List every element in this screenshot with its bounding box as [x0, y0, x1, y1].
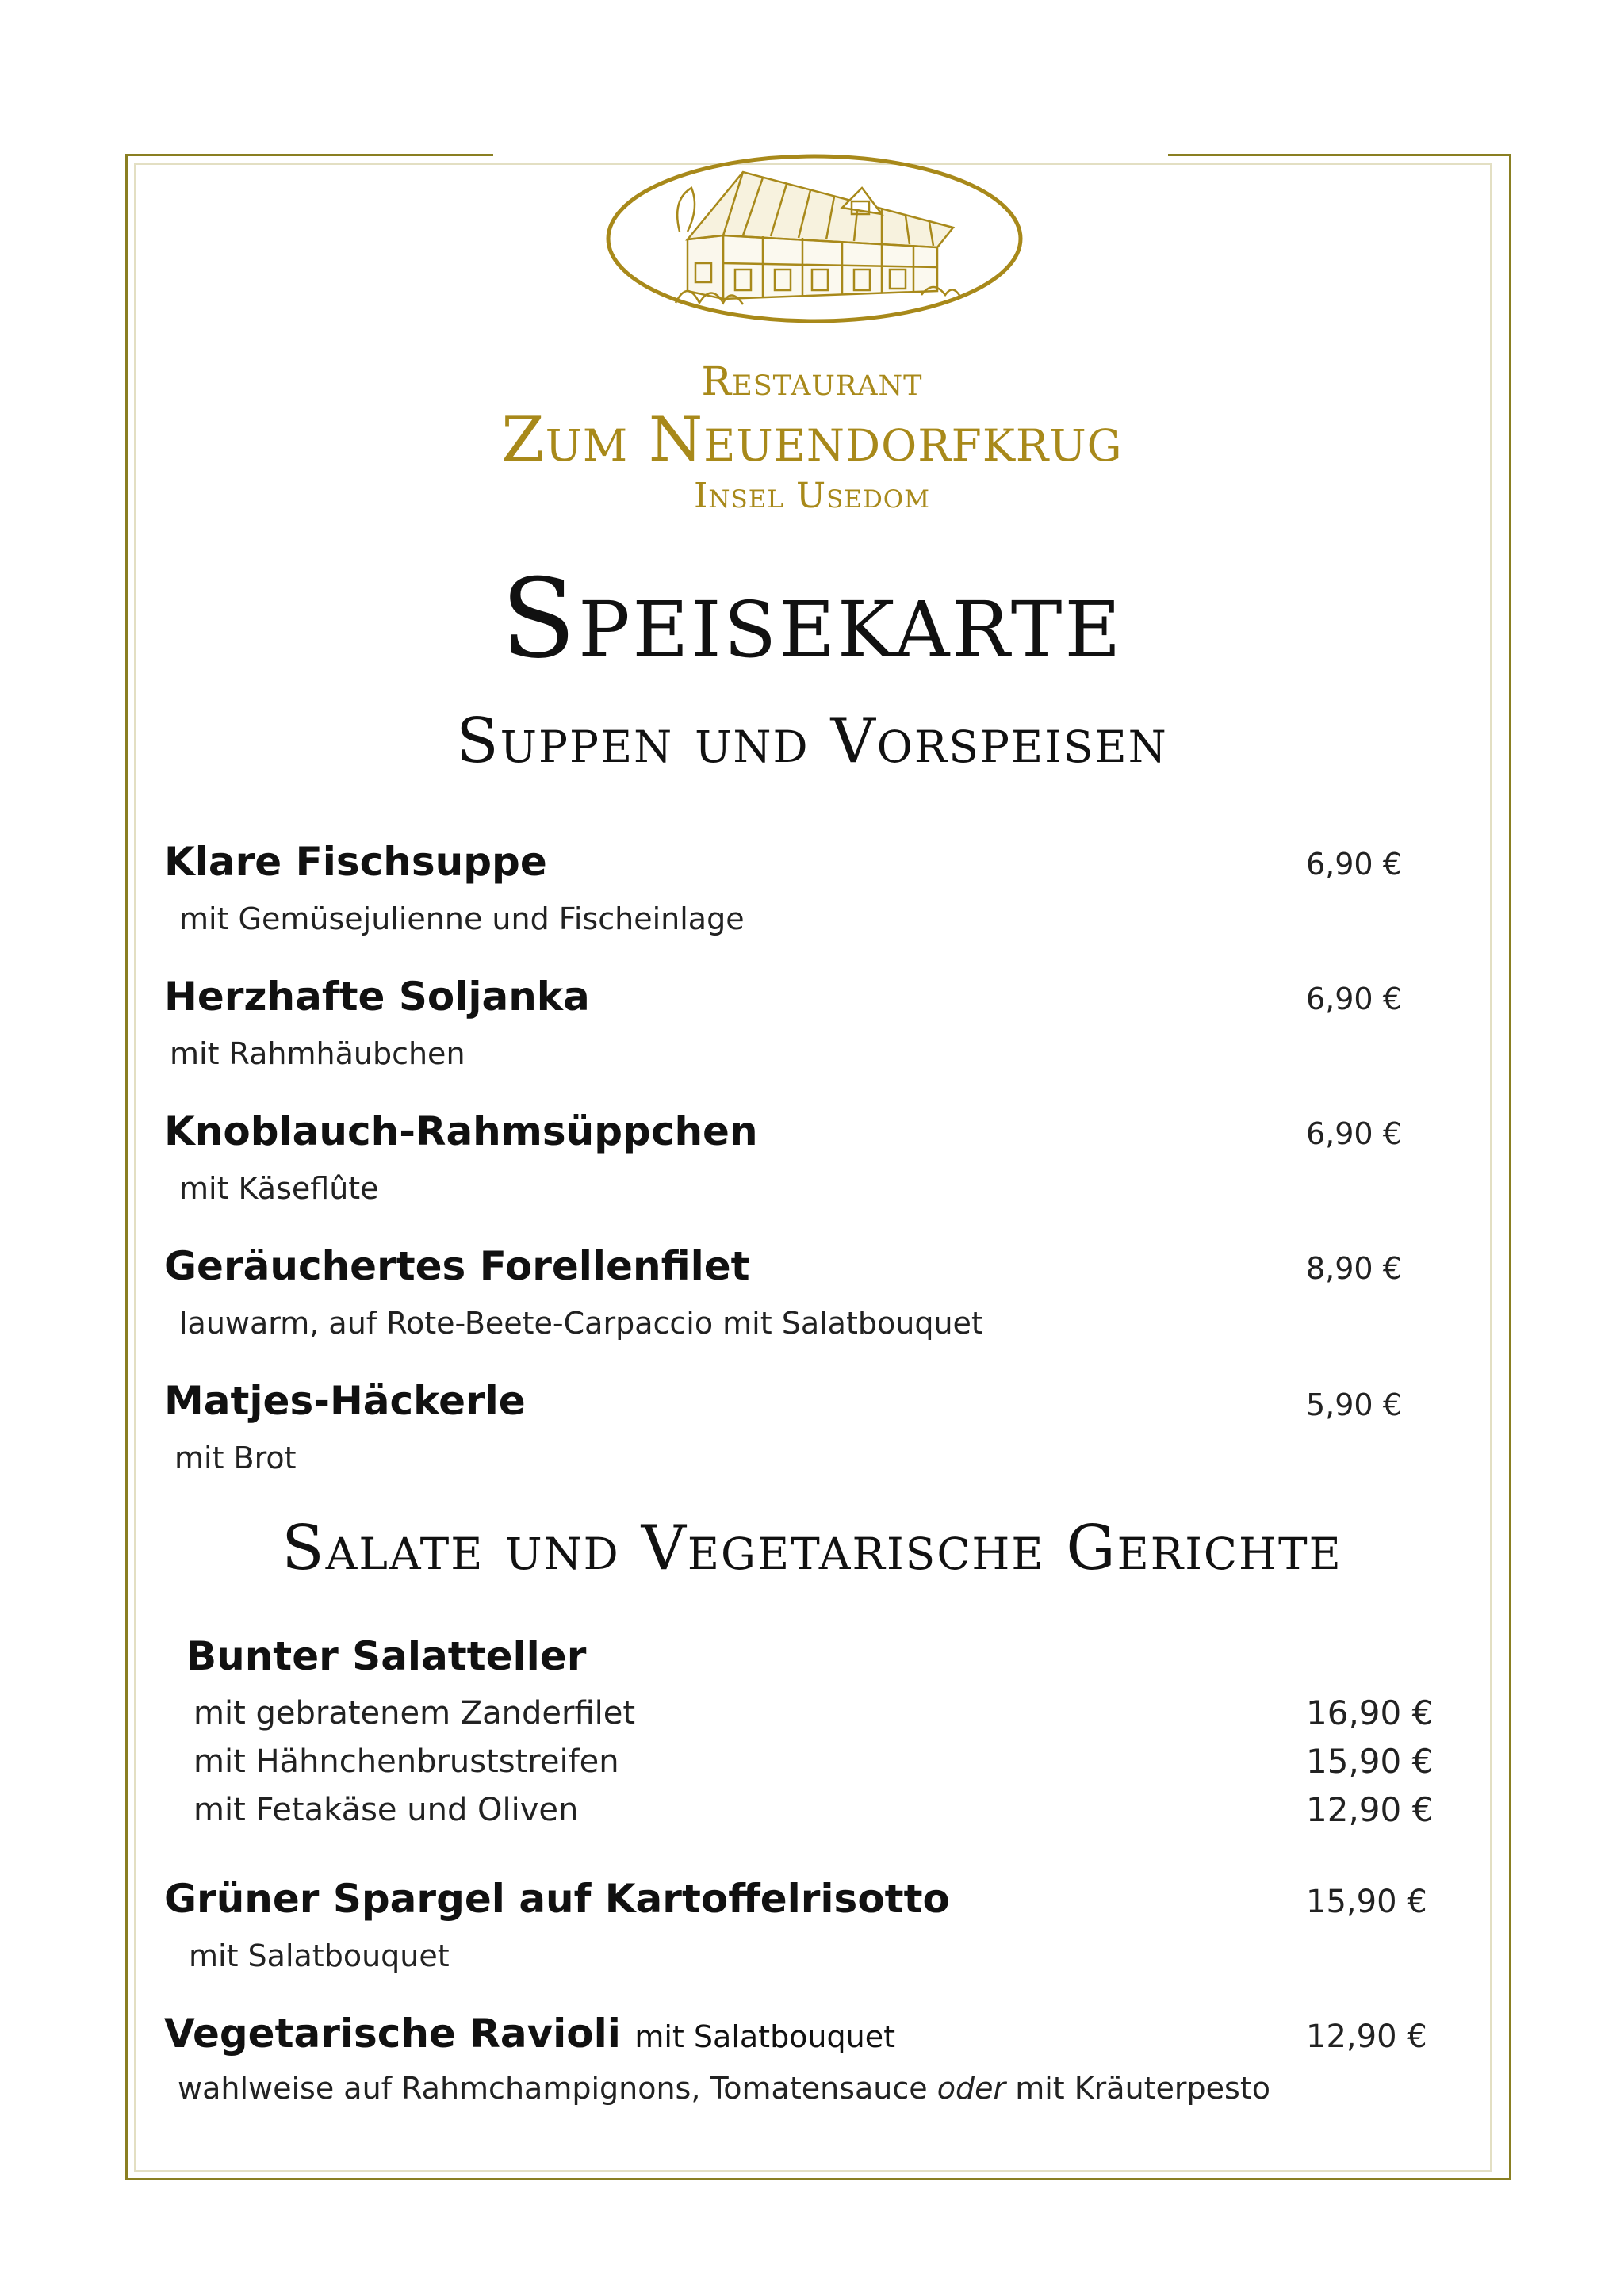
item-name: Knoblauch-Rahmsüppchen: [164, 1108, 758, 1154]
item-desc: mit Gemüsejulienne und Fischeinlage: [179, 901, 745, 936]
salad-option-desc: mit gebratenem Zanderfilet: [193, 1695, 636, 1732]
item-name: Herzhafte Soljanka: [164, 974, 590, 1020]
salad-option-price: 15,90 €: [1306, 1742, 1434, 1781]
item-name: Geräuchertes Forellenfilet: [164, 1243, 750, 1289]
menu-title: Speisekarte: [500, 555, 1124, 683]
ravioli-line: [164, 2011, 895, 2057]
item-price: 8,90 €: [1306, 1251, 1402, 1286]
item-price: 15,90 €: [1306, 1884, 1427, 1920]
item-desc: mit Käseflûte: [179, 1171, 379, 1206]
frame-top-right: [1168, 154, 1511, 156]
salad-option-desc: mit Hähnchenbruststreifen: [193, 1743, 619, 1780]
ravioli-desc: [178, 2071, 1270, 2106]
salad-option-price: 12,90 €: [1306, 1790, 1434, 1829]
item-desc: mit Rahmhäubchen: [170, 1036, 465, 1071]
item-price: 6,90 €: [1306, 982, 1402, 1016]
frame-top-left: [125, 154, 493, 156]
item-price: 6,90 €: [1306, 1116, 1402, 1151]
restaurant-logo: [604, 152, 1025, 325]
salad-option-price: 16,90 €: [1306, 1693, 1434, 1732]
salad-option-desc: mit Fetakäse und Oliven: [193, 1792, 579, 1828]
section-heading-soups: Suppen und Vorspeisen: [456, 706, 1168, 777]
item-price: 12,90 €: [1306, 2019, 1427, 2055]
item-name: Matjes-Häckerle: [164, 1378, 526, 1424]
brand-location: Insel Usedom: [694, 476, 930, 516]
frame-bottom: [125, 2178, 1511, 2180]
ravioli-desc-or: oder: [936, 2071, 1006, 2106]
ravioli-desc-b: mit Kräuterpesto: [1015, 2071, 1270, 2106]
item-price: 5,90 €: [1306, 1387, 1402, 1422]
item-desc: mit Brot: [174, 1441, 297, 1475]
item-name: Grüner Spargel auf Kartoffelrisotto: [164, 1876, 950, 1922]
ravioli-inline-desc: mit Salatbouquet: [634, 2019, 895, 2054]
item-price: 6,90 €: [1306, 847, 1402, 882]
item-name: Klare Fischsuppe: [164, 839, 547, 885]
item-desc: mit Salatbouquet: [189, 1938, 450, 1973]
item-desc: lauwarm, auf Rote-Beete-Carpaccio mit Salatbouquet: [179, 1306, 983, 1341]
salad-name: Bunter Salatteller: [186, 1633, 587, 1679]
brand-name: Zum Neuendorfkrug: [501, 404, 1123, 476]
brand-restaurant: Restaurant: [701, 358, 923, 404]
ravioli-name: Vegetarische Ravioli: [164, 2011, 621, 2057]
ravioli-desc-a: wahlweise auf Rahmchampignons, Tomatensauce: [178, 2071, 928, 2106]
section-heading-salads: Salate und Vegetarische Gerichte: [282, 1513, 1342, 1584]
